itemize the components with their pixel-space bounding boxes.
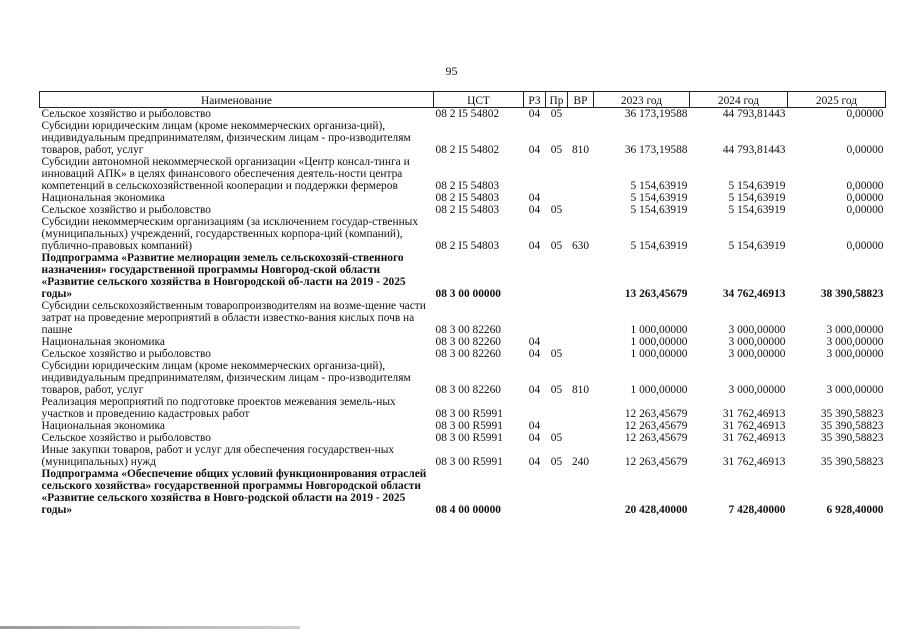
cell-y2025: 38 390,58823 xyxy=(820,288,884,300)
cell-y2023: 36 173,19588 xyxy=(624,144,688,156)
cell-vr xyxy=(568,156,594,192)
cell-vr xyxy=(568,468,594,516)
cell-rz: 04 xyxy=(528,204,541,216)
cell-y2025: 0,00000 xyxy=(846,240,884,252)
table-row xyxy=(40,420,886,432)
cell-pr xyxy=(546,336,568,348)
cell-y2024: 31 762,46913 xyxy=(722,456,786,468)
cell-name: Сельское хозяйство и рыболовство xyxy=(41,108,211,120)
cell-cst: 08 3 00 82260 xyxy=(435,336,501,348)
cell-cst: 08 2 I5 54803 xyxy=(435,180,500,192)
cell-rz: 04 xyxy=(528,432,541,444)
cell-y2024: 34 762,46913 xyxy=(722,288,786,300)
cell-cst: 08 2 I5 54803 xyxy=(435,240,500,252)
cell-vr xyxy=(568,252,594,300)
cell-cst: 08 3 00 00000 xyxy=(435,288,501,300)
header-2024: 2024 год xyxy=(690,92,788,108)
cell-y2025: 0,00000 xyxy=(846,108,884,120)
cell-pr: 05 xyxy=(550,348,563,360)
cell-y2025: 3 000,00000 xyxy=(826,384,884,396)
table-row xyxy=(40,120,886,156)
table-row xyxy=(40,336,886,348)
table-row xyxy=(40,432,886,444)
cell-name: Сельское хозяйство и рыболовство xyxy=(41,348,211,360)
cell-name: Сельское хозяйство и рыболовство xyxy=(41,432,211,444)
cell-y2025: 3 000,00000 xyxy=(826,348,884,360)
cell-name: Субсидии юридическим лицам (кроме некоммерческих организа-ций), индивидуальным предпринимателям, физическим лицам - про-изводителям товаров, работ, услуг xyxy=(41,360,411,396)
cell-pr xyxy=(546,252,568,300)
cell-rz: 04 xyxy=(528,384,541,396)
cell-name: Национальная экономика xyxy=(41,420,165,432)
header-rz: РЗ xyxy=(524,92,546,108)
scan-edge-rule xyxy=(0,626,300,629)
cell-y2025: 3 000,00000 xyxy=(826,336,884,348)
cell-y2023: 1 000,00000 xyxy=(630,348,688,360)
cell-pr: 05 xyxy=(550,108,563,120)
table-row xyxy=(40,300,886,336)
cell-rz: 04 xyxy=(528,456,541,468)
cell-cst: 08 3 00 82260 xyxy=(435,348,501,360)
cell-name: Национальная экономика xyxy=(41,192,165,204)
header-2023: 2023 год xyxy=(594,92,690,108)
cell-y2024: 31 762,46913 xyxy=(722,420,786,432)
cell-y2024: 3 000,00000 xyxy=(728,348,786,360)
cell-rz: 04 xyxy=(528,144,541,156)
cell-cst: 08 3 00 R5991 xyxy=(435,408,503,420)
cell-pr: 05 xyxy=(550,144,563,156)
header-2025: 2025 год xyxy=(788,92,886,108)
table-body xyxy=(40,108,886,517)
cell-pr xyxy=(546,468,568,516)
cell-cst: 08 3 00 R5991 xyxy=(435,456,503,468)
cell-cst: 08 2 I5 54802 xyxy=(435,144,500,156)
cell-y2024: 44 793,81443 xyxy=(722,144,786,156)
cell-vr xyxy=(568,420,594,432)
cell-y2025: 3 000,00000 xyxy=(826,324,884,336)
header-name: Наименование xyxy=(40,92,434,108)
cell-pr xyxy=(546,156,568,192)
cell-vr xyxy=(568,432,594,444)
cell-y2023: 5 154,63919 xyxy=(630,204,688,216)
table-row xyxy=(40,468,886,516)
cell-y2023: 12 263,45679 xyxy=(624,432,688,444)
cell-cst: 08 3 00 82260 xyxy=(435,324,501,336)
cell-pr xyxy=(546,300,568,336)
cell-y2025: 0,00000 xyxy=(846,180,884,192)
cell-name: Реализация мероприятий по подготовке проектов межевания земель-ных участков и проведению кадастровых работ xyxy=(41,396,396,420)
table-row xyxy=(40,192,886,204)
cell-name: Субсидии автономной некоммерческой организации «Центр консал-тинга и инноваций АПК» в целях финансового обеспечения деятель-ности центра компетенций в сельскохозяйственной кооперации и поддержки фермеров xyxy=(41,156,410,192)
cell-rz xyxy=(524,468,546,516)
cell-vr xyxy=(568,396,594,420)
cell-vr: 810 xyxy=(571,144,590,156)
cell-rz: 04 xyxy=(528,348,541,360)
cell-name: Подпрограмма «Развитие мелиорации земель сельскохозяй-ственного назначения» государственной программы Новгород-ской области «Развитие сельского хозяйства в Новгородской об-ласти на 2019 - 2025 годы» xyxy=(41,252,406,300)
cell-y2023: 1 000,00000 xyxy=(630,384,688,396)
table-row xyxy=(40,108,886,121)
cell-pr: 05 xyxy=(550,384,563,396)
table-header-row xyxy=(40,92,886,108)
cell-pr: 05 xyxy=(550,432,563,444)
header-cst: ЦСТ xyxy=(434,92,524,108)
cell-rz: 04 xyxy=(528,336,541,348)
cell-y2023: 12 263,45679 xyxy=(624,408,688,420)
cell-pr: 05 xyxy=(550,204,563,216)
table-row xyxy=(40,396,886,420)
cell-name: Национальная экономика xyxy=(41,336,165,348)
cell-name: Субсидии сельскохозяйственным товаропроизводителям на возме-щение части затрат на проведение мероприятий в области известко-вания кислых почв на пашне xyxy=(41,300,426,336)
cell-vr xyxy=(568,336,594,348)
cell-y2025: 0,00000 xyxy=(846,204,884,216)
cell-y2024: 44 793,81443 xyxy=(722,108,786,120)
cell-cst: 08 2 I5 54803 xyxy=(435,192,500,204)
table-row xyxy=(40,444,886,468)
cell-y2024: 7 428,40000 xyxy=(728,504,786,516)
cell-rz xyxy=(524,396,546,420)
page-number: 95 xyxy=(445,64,458,78)
cell-cst: 08 4 00 00000 xyxy=(435,504,501,516)
cell-y2025: 0,00000 xyxy=(846,192,884,204)
cell-pr xyxy=(546,420,568,432)
cell-vr xyxy=(568,300,594,336)
cell-y2024: 5 154,63919 xyxy=(728,204,786,216)
cell-y2024: 31 762,46913 xyxy=(722,432,786,444)
cell-vr xyxy=(568,204,594,216)
table-row xyxy=(40,156,886,192)
table-row xyxy=(40,252,886,300)
cell-y2024: 3 000,00000 xyxy=(728,336,786,348)
cell-y2023: 1 000,00000 xyxy=(630,336,688,348)
cell-y2023: 36 173,19588 xyxy=(624,108,688,120)
cell-vr xyxy=(568,192,594,204)
cell-y2024: 31 762,46913 xyxy=(722,408,786,420)
cell-rz: 04 xyxy=(528,420,541,432)
cell-pr xyxy=(546,192,568,204)
cell-y2025: 35 390,58823 xyxy=(820,456,884,468)
cell-pr: 05 xyxy=(550,240,563,252)
cell-y2024: 3 000,00000 xyxy=(728,384,786,396)
cell-y2023: 1 000,00000 xyxy=(630,324,688,336)
header-pr: Пр xyxy=(546,92,568,108)
cell-vr: 630 xyxy=(571,240,590,252)
cell-cst: 08 3 00 R5991 xyxy=(435,432,503,444)
cell-y2023: 12 263,45679 xyxy=(624,420,688,432)
cell-vr xyxy=(568,348,594,360)
cell-cst: 08 2 I5 54803 xyxy=(435,204,500,216)
cell-name: Субсидии некоммерческим организациям (за исключением государ-ственных (муниципальных) учреждений, государственных корпора-ций (компаний), публично-правовых компаний) xyxy=(41,216,419,252)
cell-y2024: 5 154,63919 xyxy=(728,240,786,252)
header-vr: ВР xyxy=(568,92,594,108)
budget-table xyxy=(39,91,886,516)
cell-y2025: 0,00000 xyxy=(846,144,884,156)
cell-cst: 08 3 00 R5991 xyxy=(435,420,503,432)
cell-rz: 04 xyxy=(528,192,541,204)
cell-y2023: 5 154,63919 xyxy=(630,192,688,204)
cell-rz xyxy=(524,156,546,192)
cell-y2025: 6 928,40000 xyxy=(826,504,884,516)
cell-name: Подпрограмма «Обеспечение общих условий функционирования отраслей сельского хозяйства» государственной программы Новгородской области «Развитие сельского хозяйства в Новго-родской области на 2019 - 2025 годы» xyxy=(41,468,427,516)
cell-y2025: 35 390,58823 xyxy=(820,420,884,432)
cell-rz: 04 xyxy=(528,108,541,120)
cell-y2023: 5 154,63919 xyxy=(630,180,688,192)
cell-y2025: 35 390,58823 xyxy=(820,408,884,420)
cell-y2023: 20 428,40000 xyxy=(624,504,688,516)
cell-cst: 08 3 00 82260 xyxy=(435,384,501,396)
table-row xyxy=(40,348,886,360)
table-row xyxy=(40,360,886,396)
cell-y2025: 35 390,58823 xyxy=(820,432,884,444)
cell-y2023: 13 263,45679 xyxy=(624,288,688,300)
cell-vr: 240 xyxy=(571,456,590,468)
cell-name: Субсидии юридическим лицам (кроме некоммерческих организа-ций), индивидуальным предпринимателям, физическим лицам - про-изводителям товаров, работ, услуг xyxy=(41,120,411,156)
cell-name: Иные закупки товаров, работ и услуг для обеспечения государствен-ных (муниципальных) нужд xyxy=(41,444,395,468)
cell-y2023: 12 263,45679 xyxy=(624,456,688,468)
cell-vr xyxy=(568,108,594,121)
cell-vr: 810 xyxy=(571,384,590,396)
cell-rz: 04 xyxy=(528,240,541,252)
cell-y2024: 5 154,63919 xyxy=(728,180,786,192)
cell-pr xyxy=(546,396,568,420)
cell-pr: 05 xyxy=(550,456,563,468)
cell-name: Сельское хозяйство и рыболовство xyxy=(41,204,211,216)
table-row xyxy=(40,216,886,252)
cell-y2024: 5 154,63919 xyxy=(728,192,786,204)
cell-rz xyxy=(524,300,546,336)
cell-rz xyxy=(524,252,546,300)
cell-y2024: 3 000,00000 xyxy=(728,324,786,336)
cell-y2023: 5 154,63919 xyxy=(630,240,688,252)
table-row xyxy=(40,204,886,216)
cell-cst: 08 2 I5 54802 xyxy=(435,108,500,120)
